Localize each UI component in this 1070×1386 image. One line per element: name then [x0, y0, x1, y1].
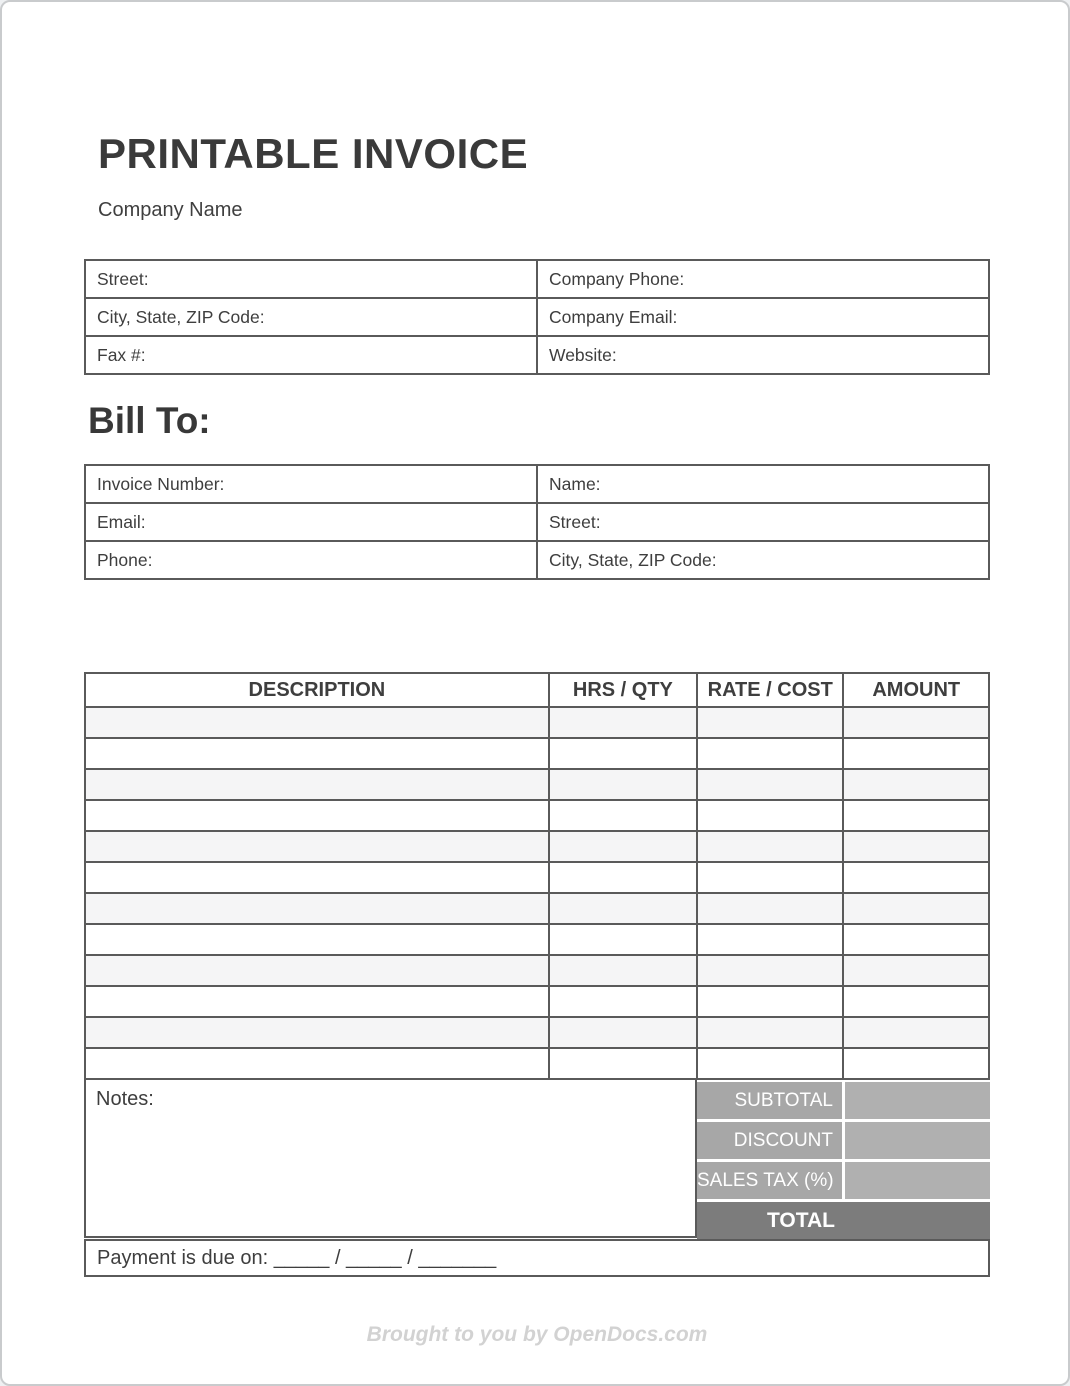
items-table-body [85, 707, 989, 1079]
footer-attribution: Brought to you by OpenDocs.com [366, 1323, 708, 1346]
line-item-empty-row [85, 1048, 989, 1079]
line-item-empty-cell [697, 1048, 843, 1079]
line-item-empty-cell [843, 924, 989, 955]
line-items-table [84, 672, 990, 1080]
line-item-empty-cell [85, 1017, 549, 1048]
company-email-label-cell: Company Email: [537, 298, 989, 336]
invoice-content [84, 2, 990, 1347]
company-info-row [85, 336, 989, 374]
line-item-empty-row [85, 707, 989, 738]
discount-label: DISCOUNT [697, 1122, 842, 1159]
line-item-empty-cell [85, 986, 549, 1017]
line-item-empty-cell [843, 769, 989, 800]
line-item-empty-cell [549, 738, 697, 769]
rate-cost-column-header: RATE / COST [697, 673, 843, 707]
street-label-cell: Street: [85, 260, 537, 298]
line-item-empty-row [85, 986, 989, 1017]
bill-to-row [85, 503, 989, 541]
line-item-empty-cell [85, 769, 549, 800]
company-info-table [84, 259, 990, 375]
line-item-empty-cell [843, 800, 989, 831]
name-label-cell: Name: [537, 465, 989, 503]
line-item-empty-cell [549, 862, 697, 893]
company-info-row [85, 260, 989, 298]
email-label-cell: Email: [85, 503, 537, 541]
fax-label-cell: Fax #: [85, 336, 537, 374]
line-item-empty-cell [85, 707, 549, 738]
hrs-qty-column-header: HRS / QTY [549, 673, 697, 707]
line-item-empty-cell [697, 893, 843, 924]
subtotal-value-cell [845, 1082, 990, 1119]
website-label-cell: Website: [537, 336, 989, 374]
line-item-empty-row [85, 955, 989, 986]
line-item-empty-cell [549, 769, 697, 800]
city-state-zip-label-cell: City, State, ZIP Code: [85, 298, 537, 336]
line-item-empty-cell [85, 831, 549, 862]
subtotal-label: SUBTOTAL [697, 1082, 842, 1119]
description-column-header: DESCRIPTION [85, 673, 549, 707]
invoice-number-label-cell: Invoice Number: [85, 465, 537, 503]
street-label-cell: Street: [537, 503, 989, 541]
line-item-empty-cell [697, 955, 843, 986]
line-item-empty-row [85, 862, 989, 893]
line-item-empty-cell [85, 738, 549, 769]
line-item-empty-cell [843, 893, 989, 924]
totals-block [697, 1080, 990, 1239]
company-name: Company Name [98, 199, 243, 221]
bill-to-heading: Bill To: [88, 400, 211, 441]
notes-box [84, 1080, 697, 1238]
payment-due-line: Payment is due on: _____ / _____ / _______ [84, 1239, 990, 1277]
line-item-empty-cell [843, 1048, 989, 1079]
line-item-empty-cell [697, 831, 843, 862]
line-item-empty-cell [697, 769, 843, 800]
sales-tax-value-cell [845, 1162, 990, 1199]
line-item-empty-cell [549, 955, 697, 986]
discount-value-cell [845, 1122, 990, 1159]
line-item-empty-cell [843, 862, 989, 893]
line-item-empty-cell [697, 738, 843, 769]
line-item-empty-cell [549, 1048, 697, 1079]
line-item-empty-cell [697, 986, 843, 1017]
line-item-empty-cell [843, 738, 989, 769]
line-item-empty-cell [843, 707, 989, 738]
line-item-empty-row [85, 738, 989, 769]
line-item-empty-cell [843, 1017, 989, 1048]
line-item-empty-row [85, 769, 989, 800]
line-item-empty-cell [697, 1017, 843, 1048]
line-item-empty-row [85, 893, 989, 924]
line-item-empty-row [85, 831, 989, 862]
line-item-empty-cell [697, 707, 843, 738]
line-item-empty-row [85, 924, 989, 955]
amount-column-header: AMOUNT [843, 673, 989, 707]
line-item-empty-cell [549, 893, 697, 924]
line-item-empty-cell [549, 831, 697, 862]
line-item-empty-cell [697, 924, 843, 955]
line-item-empty-cell [549, 924, 697, 955]
line-item-empty-cell [843, 986, 989, 1017]
bill-to-table [84, 464, 990, 580]
line-item-empty-cell [843, 831, 989, 862]
phone-label-cell: Phone: [85, 541, 537, 579]
line-item-empty-cell [85, 862, 549, 893]
line-item-empty-cell [85, 800, 549, 831]
line-item-empty-row [85, 1017, 989, 1048]
line-item-empty-cell [843, 955, 989, 986]
line-item-empty-cell [549, 707, 697, 738]
line-item-empty-cell [85, 893, 549, 924]
page-title: PRINTABLE INVOICE [98, 130, 529, 177]
line-item-empty-cell [85, 955, 549, 986]
line-item-empty-row [85, 800, 989, 831]
city-state-zip-label-cell: City, State, ZIP Code: [537, 541, 989, 579]
line-items-header-row [85, 673, 989, 707]
line-item-empty-cell [549, 1017, 697, 1048]
company-info-row [85, 298, 989, 336]
sales-tax-label: SALES TAX (%) [697, 1162, 842, 1199]
total-label: TOTAL [697, 1202, 990, 1239]
notes-label: Notes: [96, 1088, 154, 1110]
line-item-empty-cell [697, 800, 843, 831]
line-item-empty-cell [549, 800, 697, 831]
company-phone-label-cell: Company Phone: [537, 260, 989, 298]
line-item-empty-cell [697, 862, 843, 893]
summary-section [84, 1080, 990, 1239]
line-item-empty-cell [549, 986, 697, 1017]
line-item-empty-cell [85, 1048, 549, 1079]
bill-to-row [85, 465, 989, 503]
bill-to-row [85, 541, 989, 579]
line-item-empty-cell [85, 924, 549, 955]
